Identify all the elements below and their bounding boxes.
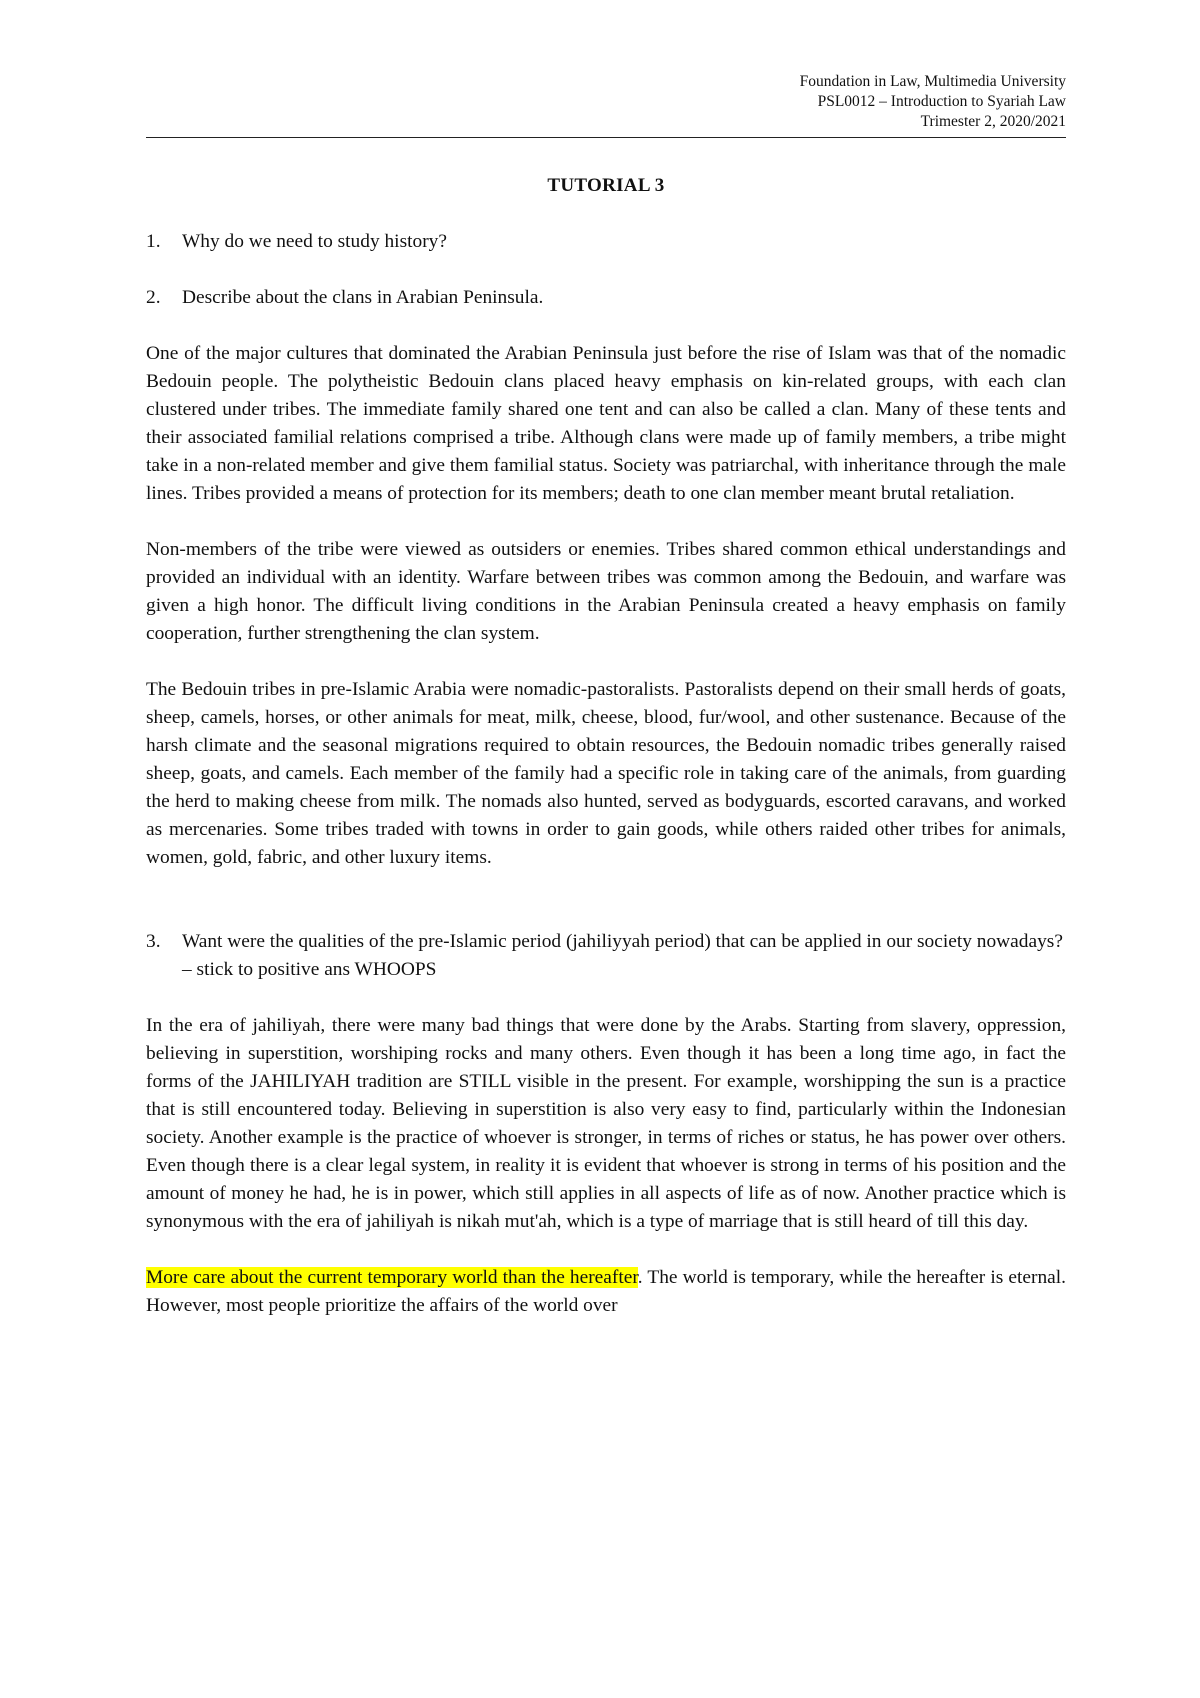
- answer-2-paragraph-1: One of the major cultures that dominated the Arabian Peninsula just before the rise of Islam was that of the nomadic Bedouin people. The polytheistic Bedouin clans placed heavy emphasis on kin-related groups, with each clan clustered under tribes. The immediate family shared one tent and can also be called a clan. Many of these tents and their associated familial relations comprised a tribe. Although clans were made up of family members, a tribe might take in a non-related member and give them familial status. Society was patriarchal, with inheritance through the male lines. Tribes provided a means of protection for its members; death to one clan member meant brutal retaliation.: [146, 343, 1066, 504]
- highlighted-text: More care about the current temporary world than the hereafter: [146, 1267, 638, 1288]
- answer-3-paragraph-1: In the era of jahiliyah, there were many bad things that were done by the Arabs. Starting from slavery, oppression, believing in superstition, worshiping rocks and many others. Even though it has been a long time ago, in fact the forms of the JAHILIYAH tradition are STILL visible in the present. For example, worshipping the sun is a practice that is still encountered today. Believing in superstition is also very easy to find, particularly within the Indonesian society. Another example is the practice of whoever is stronger, in terms of riches or status, he has power over others. Even though there is a clear legal system, in reality it is evident that whoever is strong in terms of his position and the amount of money he had, he is in power, which still applies in all aspects of life as of now. Another practice which is synonymous with the era of jahiliyah is nikah mut'ah, which is a type of marriage that is still heard of till this day.: [146, 1015, 1066, 1232]
- answer-2-paragraph-3: The Bedouin tribes in pre-Islamic Arabia were nomadic-pastoralists. Pastoralists depend on their small herds of goats, sheep, camels, horses, or other animals for meat, milk, cheese, blood, fur/wool, and other sustenance. Because of the harsh climate and the seasonal migrations required to obtain resources, the Bedouin nomadic tribes generally raised sheep, goats, and camels. Each member of the family had a specific role in taking care of the animals, from guarding the herd to making cheese from milk. The nomads also hunted, served as bodyguards, escorted caravans, and worked as mercenaries. Some tribes traded with towns in order to gain goods, while others raided other tribes for animals, women, gold, fabric, and other luxury items.: [146, 679, 1066, 868]
- question-text: Want were the qualities of the pre-Islamic period (jahiliyyah period) that can be applied in our society nowadays? – stick to positive ans WHOOPS: [182, 931, 1063, 980]
- page-header: [146, 72, 1066, 132]
- answer-3-paragraph-2: [146, 1264, 1066, 1320]
- question-3: [146, 928, 1066, 984]
- question-2: [146, 284, 1066, 312]
- header-institution: Foundation in Law, Multimedia University: [799, 73, 1066, 90]
- question-number: 3.: [146, 931, 161, 952]
- question-number: 1.: [146, 231, 161, 252]
- header-course: PSL0012 – Introduction to Syariah Law: [817, 93, 1066, 110]
- question-text: Describe about the clans in Arabian Peninsula.: [182, 287, 544, 308]
- paragraph-text: . The world is temporary, while the hereafter is eternal. However, most people prioritize the affairs of the world over: [146, 1267, 1066, 1316]
- question-text: Why do we need to study history?: [182, 231, 447, 252]
- document-body: [146, 228, 1066, 1320]
- answer-2-paragraph-2: Non-members of the tribe were viewed as outsiders or enemies. Tribes shared common ethical understandings and provided an individual with an identity. Warfare between tribes was common among the Bedouin, and warfare was given a high honor. The difficult living conditions in the Arabian Peninsula created a heavy emphasis on family cooperation, further strengthening the clan system.: [146, 539, 1066, 644]
- page-title: TUTORIAL 3: [547, 175, 665, 196]
- header-term: Trimester 2, 2020/2021: [920, 113, 1066, 130]
- question-1: [146, 228, 1066, 256]
- question-number: 2.: [146, 287, 161, 308]
- header-divider: [146, 137, 1066, 138]
